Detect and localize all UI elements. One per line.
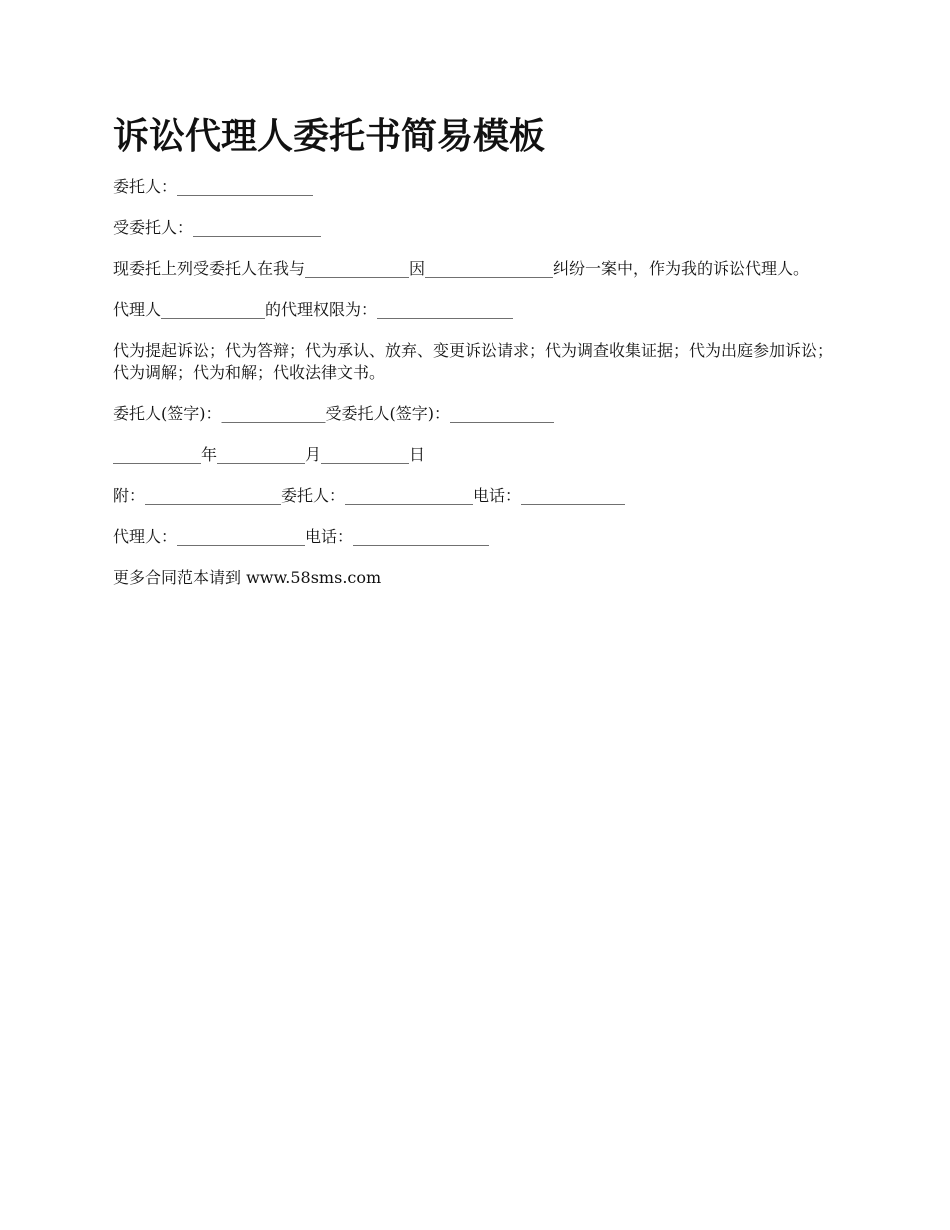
entrustment-statement: 现委托上列受委托人在我与_____________因________________纠纷一案中，作为我的诉讼代理人。: [113, 259, 810, 278]
signature-line: 委托人(签字)：_____________受委托人(签字)：_____________: [113, 404, 554, 423]
date-line: ___________年___________月___________日: [113, 445, 426, 464]
authority-scope-line: 代理人_____________的代理权限为：_________________: [113, 300, 514, 319]
attachment-line: 附：_________________委托人：________________电话：_____________: [113, 486, 626, 505]
footer-link-text: 更多合同范本请到 www.58sms.com: [113, 568, 382, 587]
agent-line: 受委托人：________________: [113, 218, 322, 237]
authority-list: 代为提起诉讼；代为答辩；代为承认、放弃、变更诉讼请求；代为调查收集证据；代为出庭参加诉讼；代为调解；代为和解；代收法律文书。: [113, 341, 834, 382]
document-title: 诉讼代理人委托书简易模板: [113, 115, 546, 157]
principal-line: 委托人：_________________: [113, 177, 314, 196]
agent-contact-line: 代理人：________________电话：_________________: [113, 527, 490, 546]
document-page: [113, 110, 841, 608]
